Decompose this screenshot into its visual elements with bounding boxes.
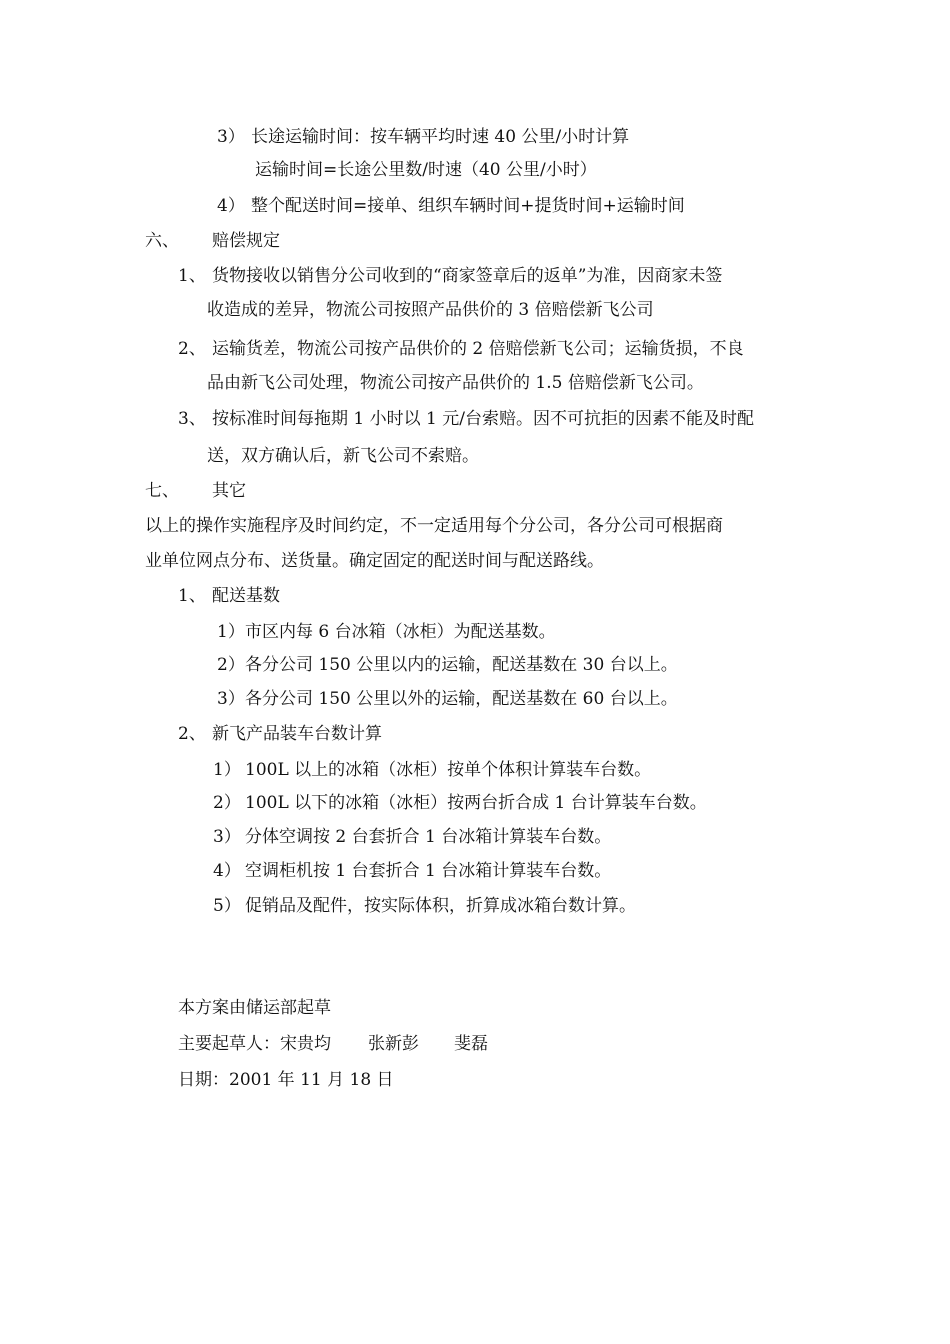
paragraph-item — [178, 264, 722, 288]
paragraph-line: 以上的操作实施程序及时间约定，不一定适用每个分公司，各分公司可根据商 — [145, 516, 723, 536]
item-text: 100L 以下的冰箱（冰柜）按两台折合成 1 台计算装车台数。 — [245, 793, 707, 813]
item-text: 运输货差，物流公司按产品供价的 2 倍赔偿新飞公司；运输货损，不良 — [212, 339, 744, 359]
subsection-heading — [178, 722, 382, 746]
item-text: 空调柜机按 1 台套折合 1 台冰箱计算装车台数。 — [245, 861, 612, 881]
section-heading — [145, 479, 246, 503]
drafter-name: 宋贵均 — [280, 1034, 331, 1054]
item-number: 3） — [217, 127, 245, 147]
list-item — [217, 687, 678, 711]
item-continuation: 送，双方确认后，新飞公司不索赔。 — [207, 446, 479, 466]
paragraph-line: 业单位网点分布、送货量。确定固定的配送时间与配送路线。 — [145, 551, 604, 571]
item-continuation: 品由新飞公司处理，物流公司按产品供价的 1.5 倍赔偿新飞公司。 — [207, 373, 704, 393]
list-item — [213, 791, 707, 815]
item-text: 市区内每 6 台冰箱（冰柜）为配送基数。 — [245, 622, 556, 642]
subsection-title: 新飞产品装车台数计算 — [212, 724, 382, 744]
item-number: 1、 — [178, 586, 206, 606]
drafters-label: 主要起草人： — [178, 1034, 280, 1054]
item-number: 4） — [213, 861, 241, 881]
item-text: 促销品及配件，按实际体积，折算成冰箱台数计算。 — [245, 896, 636, 916]
subsection-heading — [178, 584, 280, 608]
item-number: 2、 — [178, 339, 206, 359]
drafter-name: 斐磊 — [454, 1034, 488, 1054]
item-text: 货物接收以销售分公司收到的“商家签章后的返单”为准，因商家未签 — [212, 266, 723, 286]
list-item — [213, 825, 611, 849]
list-item — [217, 194, 685, 218]
list-item — [213, 859, 611, 883]
item-text: 各分公司 150 公里以内的运输，配送基数在 30 台以上。 — [245, 655, 678, 675]
list-item — [217, 620, 556, 644]
item-number: 3、 — [178, 409, 206, 429]
item-text: 按标准时间每拖期 1 小时以 1 元/台索赔。因不可抗拒的因素不能及时配 — [212, 409, 754, 429]
item-number: 1、 — [178, 266, 206, 286]
item-number: 1） — [213, 760, 241, 780]
paragraph-item — [178, 337, 744, 361]
item-text: 分体空调按 2 台套折合 1 台冰箱计算装车台数。 — [245, 827, 612, 847]
date-line: 日期：2001 年 11 月 18 日 — [178, 1070, 394, 1090]
item-text: 100L 以上的冰箱（冰柜）按单个体积计算装车台数。 — [245, 760, 652, 780]
section-heading — [145, 229, 280, 253]
section-number: 七、 — [145, 481, 179, 501]
item-number: 2） — [217, 655, 245, 675]
list-item — [213, 894, 636, 918]
drafter-name: 张新彭 — [368, 1034, 419, 1054]
item-number: 3） — [213, 827, 241, 847]
item-number: 4） — [217, 196, 245, 216]
section-title: 其它 — [212, 481, 246, 501]
paragraph-item — [178, 407, 754, 431]
item-continuation: 收造成的差异，物流公司按照产品供价的 3 倍赔偿新飞公司 — [207, 300, 654, 320]
drafters-line — [178, 1032, 488, 1056]
formula-line: 运输时间=长途公里数/时速（40 公里/小时） — [255, 160, 597, 180]
item-text: 整个配送时间=接单、组织车辆时间+提货时间+运输时间 — [251, 196, 685, 216]
section-title: 赔偿规定 — [212, 231, 280, 251]
item-number: 2） — [213, 793, 241, 813]
section-number: 六、 — [145, 231, 179, 251]
item-text: 长途运输时间：按车辆平均时速 40 公里/小时计算 — [251, 127, 630, 147]
list-item — [217, 125, 629, 149]
item-number: 5） — [213, 896, 241, 916]
list-item — [213, 758, 651, 782]
subsection-title: 配送基数 — [212, 586, 280, 606]
item-number: 1） — [217, 622, 245, 642]
list-item — [217, 653, 678, 677]
item-number: 2、 — [178, 724, 206, 744]
item-number: 3） — [217, 689, 245, 709]
drafted-by: 本方案由储运部起草 — [178, 998, 331, 1018]
item-text: 各分公司 150 公里以外的运输，配送基数在 60 台以上。 — [245, 689, 678, 709]
